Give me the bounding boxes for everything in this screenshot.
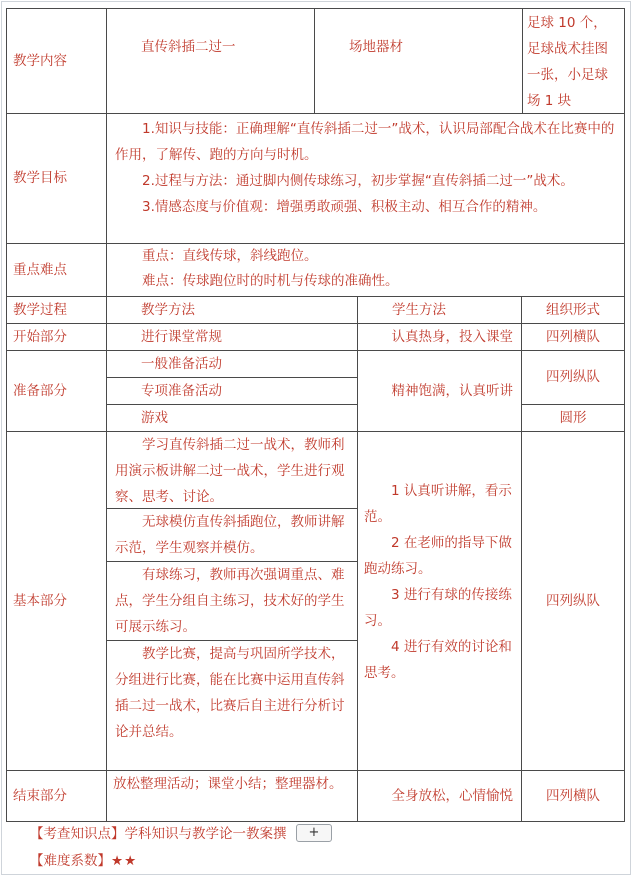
prepare-activity: 专项准备活动 (106, 377, 358, 405)
expand-button[interactable]: + (296, 824, 332, 842)
start-organization: 四列横队 (521, 323, 625, 351)
difficulty-line (30, 850, 137, 872)
basic-student-item: 3 进行有球的传接练习。 (364, 587, 512, 629)
prepare-label: 准备部分 (6, 350, 107, 432)
basic-student-methods (357, 431, 522, 771)
objectives-content (106, 113, 625, 244)
knowledge-point-value: 学科知识与教学论一教案撰 (124, 826, 287, 842)
equipment-value: 足球 10 个，足球战术挂图一张，小足球场 1 块 (522, 8, 625, 114)
key-points-label: 重点难点 (6, 243, 107, 297)
basic-teaching-step: 学习直传斜插二过一战术，教师利用演示板讲解二过一战术，学生进行观察、思考、讨论。 (106, 431, 358, 509)
header-organization: 组织形式 (521, 296, 625, 324)
basic-student-item: 4 进行有效的讨论和思考。 (364, 639, 512, 681)
prepare-activity: 游戏 (106, 404, 358, 432)
objectives-label: 教学目标 (6, 113, 107, 244)
prepare-student: 精神饱满，认真听讲 (357, 350, 522, 432)
objective-item: 1.知识与技能：正确理解“直传斜插二过一”战术，认识局部配合战术在比赛中的作用，了解传、跑的方向与时机。 (115, 121, 615, 163)
key-points-content (106, 243, 625, 297)
content-label: 教学内容 (6, 8, 107, 114)
header-teaching-method: 教学方法 (106, 296, 358, 324)
difficulty-stars: ★★ (111, 853, 138, 869)
knowledge-point-tag: 【考查知识点】 (30, 826, 125, 842)
prepare-organization-1: 四列纵队 (521, 350, 625, 405)
key-point-item: 难点：传球跑位时的时机与传球的准确性。 (142, 273, 399, 289)
prepare-activity: 一般准备活动 (106, 350, 358, 378)
basic-teaching-step: 无球模仿直传斜插跑位，教师讲解示范，学生观察并模仿。 (106, 508, 358, 562)
difficulty-tag: 【难度系数】 (30, 853, 111, 869)
objective-item: 2.过程与方法：通过脚内侧传球练习，初步掌握“直传斜插二过一”战术。 (142, 173, 574, 189)
prepare-organization-2: 圆形 (521, 404, 625, 432)
end-organization: 四列横队 (521, 770, 625, 822)
knowledge-point-line (30, 823, 287, 845)
basic-student-item: 2 在老师的指导下做跑动练习。 (364, 535, 512, 577)
header-student-method: 学生方法 (357, 296, 522, 324)
start-label: 开始部分 (6, 323, 107, 351)
end-teaching: 放松整理活动；课堂小结；整理器材。 (106, 770, 358, 822)
key-point-item: 重点：直线传球，斜线跑位。 (142, 248, 318, 264)
start-teaching: 进行课堂常规 (106, 323, 358, 351)
start-student: 认真热身，投入课堂 (357, 323, 522, 351)
basic-student-item: 1 认真听讲解，看示范。 (364, 483, 512, 525)
end-label: 结束部分 (6, 770, 107, 822)
end-student: 全身放松，心情愉悦 (357, 770, 522, 822)
header-process: 教学过程 (6, 296, 107, 324)
basic-organization: 四列纵队 (521, 431, 625, 771)
basic-teaching-step: 教学比赛，提高与巩固所学技术，分组进行比赛，能在比赛中运用直传斜插二过一战术，比赛后自主进行分析讨论并总结。 (106, 640, 358, 771)
objective-item: 3.情感态度与价值观：增强勇敢顽强、积极主动、相互合作的精神。 (142, 199, 547, 215)
content-topic: 直传斜插二过一 (106, 8, 315, 114)
equipment-label: 场地器材 (314, 8, 523, 114)
basic-teaching-step: 有球练习，教师再次强调重点、难点，学生分组自主练习，技术好的学生可展示练习。 (106, 561, 358, 641)
basic-label: 基本部分 (6, 431, 107, 771)
